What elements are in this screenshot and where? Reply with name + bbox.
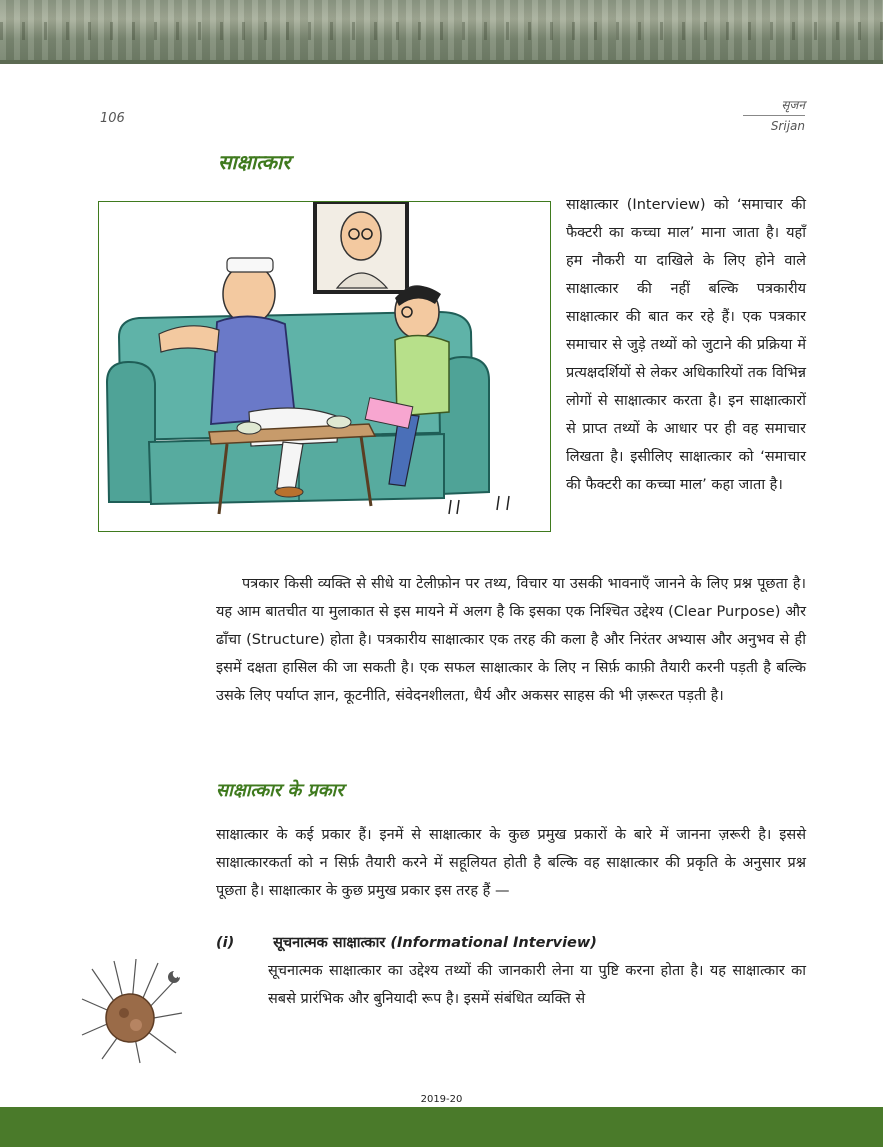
book-title-hindi: सृजन xyxy=(743,96,805,116)
list-item-heading xyxy=(216,932,806,952)
decorative-header-band xyxy=(0,0,883,64)
list-item-body: सूचनात्मक साक्षात्कार का उद्देश्य तथ्यों की जानकारी लेना या पुष्टि करना होता है। यह साक्षात्कार का सबसे प्रारंभिक और बुनियादी रूप है। इसमें संबंधित व्यक्ति से xyxy=(268,963,806,1007)
list-item-title-hindi: सूचनात्मक साक्षात्कार xyxy=(273,935,386,951)
paragraph-interview-types: साक्षात्कार के कई प्रकार हैं। इनमें से साक्षात्कार के कुछ प्रमुख प्रकारों के बारे में जानना ज़रूरी है। इससे साक्षात्कारकर्ता को न सिर्फ़ तैयारी करने में सहूलियत होती है बल्कि वह साक्षात्कार की प्रकृति के अनुसार प्रश्न पूछता है। साक्षात्कार के कुछ प्रमुख प्रकार इस तरह हैं — xyxy=(216,827,806,899)
list-item-number: (i) xyxy=(216,935,235,951)
footer-year: 2019-20 xyxy=(420,1094,463,1105)
sun-arrows-ornament-icon xyxy=(78,955,188,1065)
paragraph-1-text: पत्रकार किसी व्यक्ति से सीधे या टेलीफ़ोन पर तथ्य, विचार या उसकी भावनाएँ जानने के लिए प्रश्न पूछता है। यह आम बातचीत या मुलाकात से इस मायने में अलग है कि इसका एक निश्चित उद्देश्य (Clear Purpose) और ढाँचा (Structure) होता है। पत्रकारीय साक्षात्कार एक तरह की कला है और निरंतर अभ्यास और अनुभव से ही इसमें दक्षता हासिल की जा सकती है। एक सफल साक्षात्कार के लिए न सिर्फ़ काफ़ी तैयारी करनी पड़ती है बल्कि उसके लिए पर्याप्त ज्ञान, कूटनीति, संवेदनशीलता, धैर्य और अकसर साहस की भी ज़रूरत पड़ती है। xyxy=(216,576,806,704)
intro-wrap-paragraph: साक्षात्कार (Interview) को ‘समाचार की फैक्टरी का कच्चा माल’ माना जाता है। यहाँ हम नौकरी या दाखिले के लिए होने वाले साक्षात्कार की नहीं बल्कि पत्रकारीय साक्षात्कार की बात कर रहे हैं। एक पत्रकार समाचार से जुड़े तथ्यों को जुटाने की प्रक्रिया में प्रत्यक्षदर्शियों से लेकर अधिकारियों तक विभिन्न लोगों से साक्षात्कार करता है। इन साक्षात्कारों से प्राप्त तथ्यों के आधार पर ही वह समाचार लिखता है। इसीलिए साक्षात्कार को ‘समाचार की फैक्टरी का कच्चा माल’ कहा जाता है। xyxy=(566,197,806,493)
section-title: साक्षात्कार xyxy=(218,150,291,174)
page-number: 106 xyxy=(100,111,125,126)
running-head xyxy=(743,96,805,133)
book-title-english: Srijan xyxy=(770,119,805,133)
paragraph-journalist-interview xyxy=(216,570,806,710)
interview-cartoon-icon xyxy=(99,202,549,530)
list-item-title-english: (Informational Interview) xyxy=(390,935,597,951)
subheading-interview-types: साक्षात्कार के प्रकार xyxy=(216,780,344,801)
cartoon-illustration xyxy=(98,201,551,532)
footer-band xyxy=(0,1107,883,1147)
